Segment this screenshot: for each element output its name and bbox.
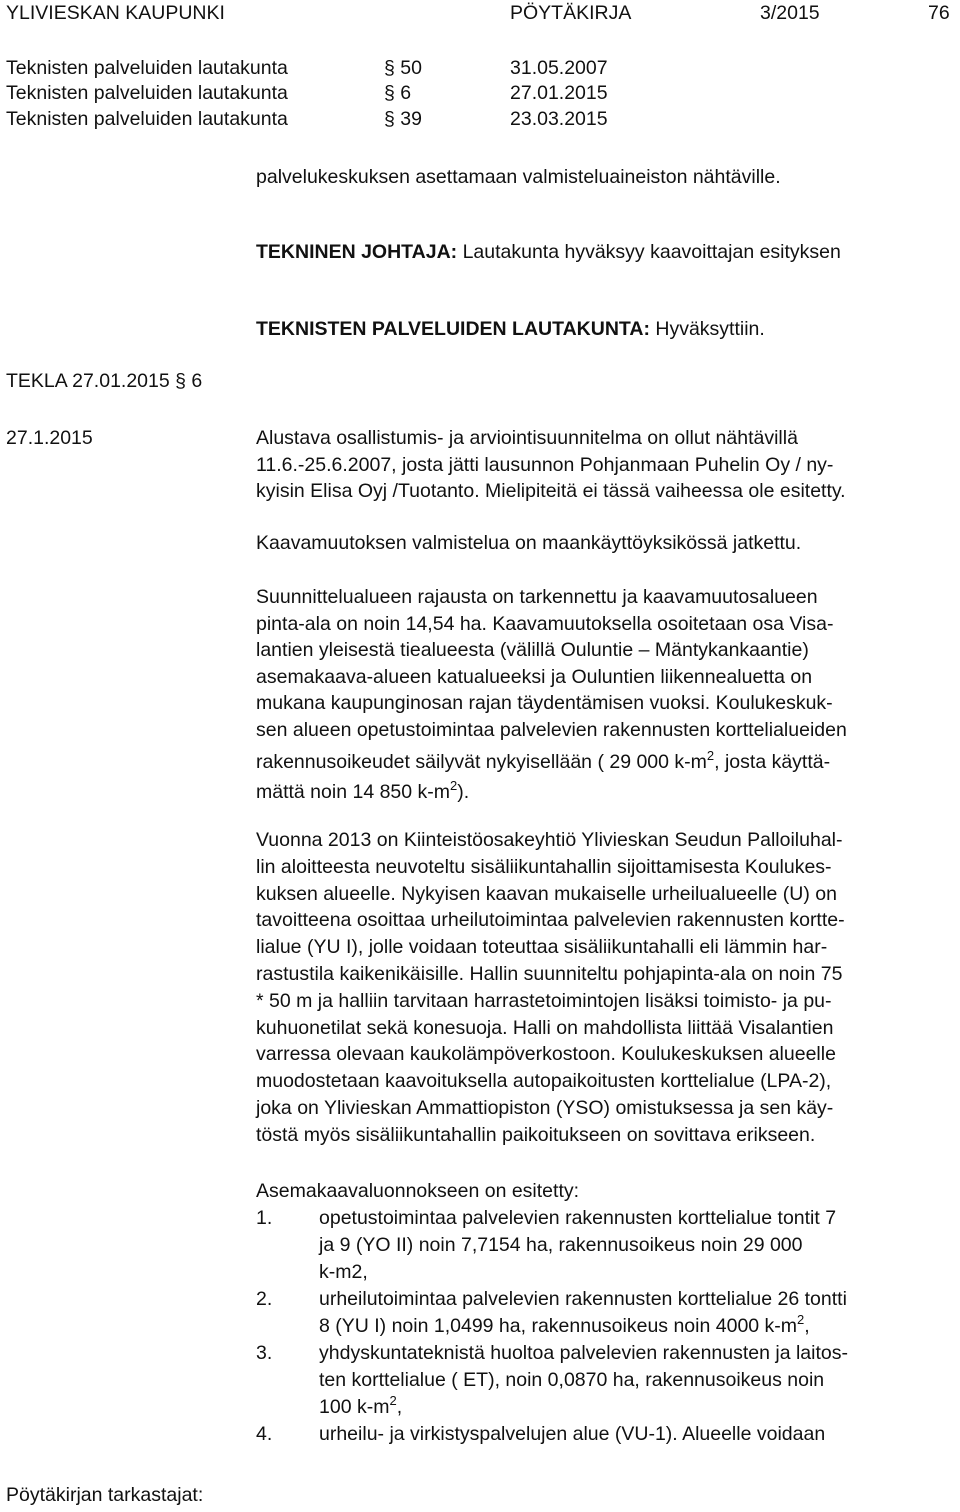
intro-tail-text: palvelukeskuksen asettamaan valmisteluaineiston nähtäville. [256,166,781,188]
reference-date: 27.01.2015 [510,82,608,104]
decision-label: TEKNISTEN PALVELUIDEN LAUTAKUNTA: [256,318,650,340]
list-line: yhdyskuntateknistä huoltoa palvelevien rakennusten ja laitos- [319,1342,848,1364]
paragraph-line: Suunnittelualueen rajausta on tarkennettu ja kaavamuutosalueen [256,586,818,608]
list-number: 4. [256,1423,273,1445]
reference-body: Teknisten palveluiden lautakunta [6,108,288,130]
paragraph-line: 11.6.-25.6.2007, josta jätti lausunnon Pohjanmaan Puhelin Oy / ny- [256,453,834,476]
paragraph-line: Alustava osallistumis- ja arviointisuunnitelma on ollut nähtävillä [256,427,798,449]
paragraph-line: varressa olevaan kaukolämpöverkostoon. Koulukeskuksen alueelle [256,1043,836,1066]
list-number: 1. [256,1207,273,1229]
reference-section: § 6 [384,82,412,104]
line-text: , josta käyttä- [714,750,831,773]
reference-body: Teknisten palveluiden lautakunta [6,57,288,79]
paragraph-line: muodostetaan kaavoituksella autopaikoitusten korttelialue (LPA-2), [256,1070,832,1093]
proposal-label: TEKNINEN JOHTAJA: [256,241,458,263]
list-item [256,1205,946,1286]
paragraph-line: kyisin Elisa Oyj /Tuotanto. Mielipiteitä ei tässä vaiheessa ole esitetty. [256,480,846,503]
paragraph-line: asemakaava-alueen katualueeksi ja Ouluntien liikennealuetta on [256,665,813,688]
page-number: 76 [928,2,950,24]
paragraph-line [256,749,946,776]
paragraph-line: töstä myös sisäliikuntahallin paikoitukseen on sovittava erikseen. [256,1123,816,1146]
issue-number: 3/2015 [760,2,820,24]
numbered-list [256,1205,946,1448]
paragraph-line: sen alueen opetustoimintaa palvelevien rakennusten korttelialueiden [256,718,847,741]
paragraph-line: lialue (YU I), jolle voidaan toteuttaa sisäliikuntahalli eli lämmin har- [256,936,828,959]
list-line: urheilu- ja virkistyspalvelujen alue (VU-1). Alueelle voidaan [319,1423,826,1445]
line-text: ). [457,781,470,804]
reference-body: Teknisten palveluiden lautakunta [6,82,288,104]
reference-date: 23.03.2015 [510,108,608,130]
superscript: 2 [797,1312,805,1327]
line-text: 8 (YU I) noin 1,0499 ha, rakennusoikeus noin 4000 k-m [319,1315,798,1337]
reference-row [0,55,960,81]
tekla-reference: TEKLA 27.01.2015 § 6 [6,370,203,392]
list-item [256,1286,946,1340]
paragraph-line: mukana kaupunginosan rajan täydentämisen vuoksi. Koulukeskuk- [256,692,833,715]
entry-date: 27.1.2015 [6,427,93,449]
page-header [0,0,960,26]
list-line: ten korttelialue ( ET), noin 0,0870 ha, rakennusoikeus noin [319,1369,825,1391]
proposal-text: Lautakunta hyväksyy kaavoittajan esityksen [457,241,841,263]
list-line [319,1394,946,1421]
reference-row [0,80,960,106]
reference-section: § 50 [384,57,422,79]
decision-text: Hyväksyttiin. [649,318,765,340]
decision-line [256,318,765,341]
superscript: 2 [706,747,715,763]
reference-section: § 39 [384,108,422,130]
paragraph-line: kuhuonetilat sekä konesuoja. Halli on mahdollista liittää Visalantien [256,1016,834,1039]
rajaus-paragraph [256,584,946,806]
list-item [256,1340,946,1421]
list-intro: Asemakaavaluonnokseen on esitetty: [256,1180,580,1202]
paragraph-line: lin aloitteesta neuvoteltu sisäliikuntahallin sijoittamisesta Koulukes- [256,855,832,878]
paragraph-line [256,779,946,806]
list-line: opetustoimintaa palvelevien rakennusten korttelialue tontit 7 [319,1207,837,1229]
list-number: 2. [256,1288,273,1310]
paragraph-line: rastustila kaikenikäisille. Hallin suunniteltu pohjapinta-ala on noin 75 [256,962,843,985]
list-line [319,1313,946,1340]
proposal-line [256,241,841,264]
paragraph-line: lantien yleisestä tiealueesta (välillä Ouluntie – Mäntykankaantie) [256,639,809,662]
footer-signatories: Pöytäkirjan tarkastajat: [6,1484,204,1506]
list-line: ja 9 (YO II) noin 7,7154 ha, rakennusoikeus noin 29 000 [319,1234,803,1256]
line-text: mättä noin 14 850 k-m [256,781,451,804]
paragraph-line: tavoitteena osoittaa urheilutoimintaa palvelevien rakennusten kortte- [256,909,845,932]
list-line: urheilutoimintaa palvelevien rakennusten korttelialue 26 tontti [319,1288,847,1310]
reference-row [0,106,960,132]
paragraph-line: joka on Ylivieskan Ammattiopiston (YSO) omistuksessa ja sen käy- [256,1096,834,1119]
paragraph-line: kuksen alueelle. Nykyisen kaavan mukaiselle urheilualueelle (U) on [256,882,837,905]
line-text: rakennusoikeudet säilyvät nykyisellään ( 29 000 k-m [256,750,707,773]
paragraph-line: Vuonna 2013 on Kiinteistöosakeyhtiö Ylivieskan Seudun Palloiluhal- [256,829,843,851]
line-text: , [804,1315,810,1337]
list-line: k-m2, [319,1261,368,1283]
entry-paragraph [256,425,946,505]
reference-date: 31.05.2007 [510,57,608,79]
vuonna-paragraph [256,827,946,1149]
paragraph-line: pinta-ala on noin 14,54 ha. Kaavamuutoksella osoitetaan osa Visa- [256,612,834,635]
superscript: 2 [450,778,458,794]
list-item [256,1421,946,1448]
kaavamuutos-paragraph: Kaavamuutoksen valmistelua on maankäyttöyksikössä jatkettu. [256,532,802,554]
document-type: PÖYTÄKIRJA [510,2,632,24]
city-name: YLIVIESKAN KAUPUNKI [6,2,225,24]
line-text: , [396,1396,403,1418]
paragraph-line: * 50 m ja halliin tarvitaan harrastetoimintojen lisäksi toimisto- ja pu- [256,989,832,1012]
list-number: 3. [256,1342,273,1364]
line-text: 100 k-m [319,1396,390,1418]
superscript: 2 [389,1393,397,1408]
